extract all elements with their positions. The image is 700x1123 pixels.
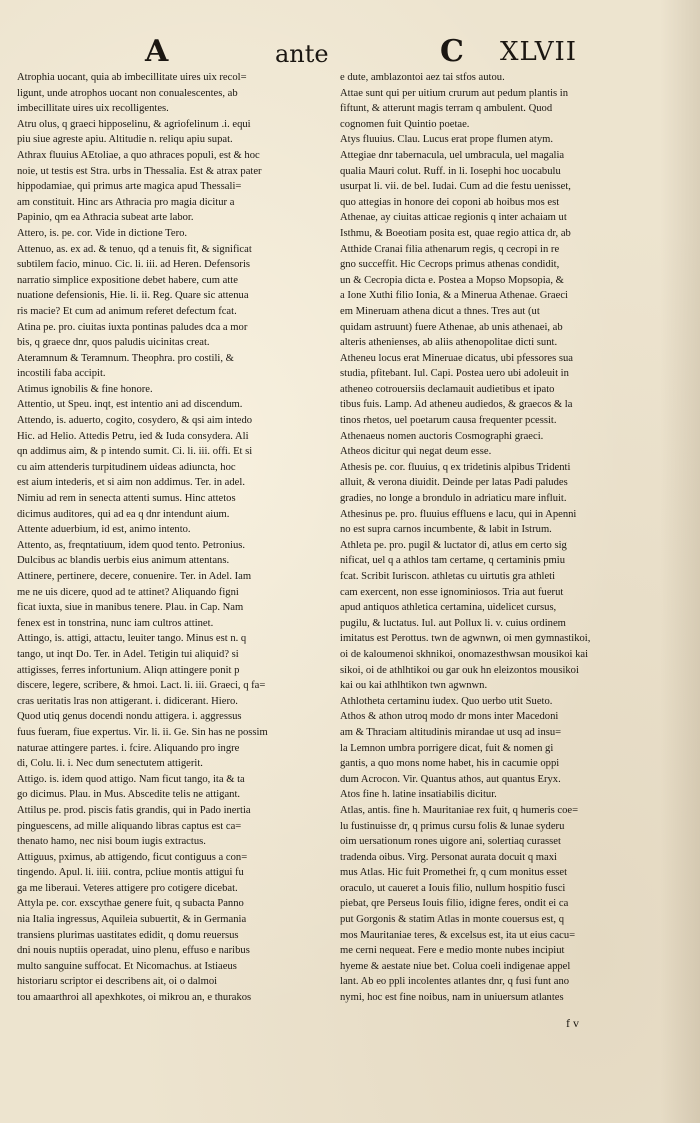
text-line: Attegiae dnr tabernacula, uel umbracula, uel magalia — [340, 149, 565, 161]
text-line: ga me liberaui. Veteres attigere pro cotigere dicebat. — [17, 882, 238, 894]
text-line: sikoi, oi de athlhtikoi ou gar ouk hn eleizontos mousikoi — [340, 664, 579, 676]
text-line: Atheneu locus erat Mineruae dicatus, ubi pfessores sua — [340, 352, 573, 364]
text-line: Isthmu, & Boeotiam posita est, quae regio attica dr, ab — [340, 227, 571, 239]
text-line: gno succeffit. Hic Cecrops primus athenas condidit, — [340, 259, 560, 271]
text-line: me cerni nequeat. Fere e medio monte nubes incipiut — [340, 945, 565, 957]
text-line: Attiguus, pximus, ab attigendo, ficut contiguus a con= — [17, 851, 248, 863]
text-line: tingendo. Apul. li. iiii. contra, pcliue montis attigui fu — [17, 867, 244, 879]
folio-number: XLVII — [500, 37, 578, 67]
text-line: tango, ut inqt Do. Ter. in Adel. Tetigin tui aliquid? si — [17, 648, 239, 660]
text-line: Nimiu ad rem in senecta attenti sumus. Hinc attetos — [17, 493, 236, 505]
text-line: la Lemnon umbra porrigere dicat, fuit & nomen gi — [340, 742, 554, 754]
text-line: qn addimus aim, & p intendo sumit. Ci. li. iii. offi. Et si — [17, 446, 253, 458]
text-line: pugilu, & luctatus. Iul. aut Pollux li. v. cuius ordinem — [340, 617, 566, 629]
text-line: qualia Mauri colut. Ruff. in li. Iosephi hoc uocabulu — [340, 165, 561, 177]
text-line: Athlotheta certaminu iudex. Quo uerbo utit Sueto. — [340, 695, 553, 707]
text-line: noie, ut testis est Stra. urbs in Thessalia. Est & atrax pater — [17, 165, 262, 177]
text-line: tibus fuis. Lamp. Ad atheneu audiedos, & graecos & la — [340, 399, 573, 411]
text-line: Attilus pe. prod. piscis fatis grandis, qui in Pado inertia — [17, 804, 251, 816]
text-line: nuatione defensionis, Hie. li. ii. Reg. Quare sic attenua — [17, 290, 249, 302]
text-line: nymi, hoc est fine noibus, nam in uniuersum atlantes — [340, 992, 564, 1004]
text-line: Attero, is. pe. cor. Vide in dictione Tero. — [17, 227, 188, 239]
text-line: Atos fine h. latine insatiabilis dicitur. — [340, 789, 497, 801]
text-line: me ne uis dicere, quod ad te attinet? Aliquando figni — [17, 586, 239, 598]
text-line: am constituit. Hinc ars Athracia pro magia dicitur a — [17, 196, 235, 208]
text-line: Attigo. is. idem quod attigo. Nam ficut tango, ita & ta — [17, 773, 245, 785]
text-line: quo attegias in honore dei coponi ab hoibus mos est — [340, 196, 560, 208]
running-head-word: ante — [275, 40, 329, 68]
text-line: ris macie? Et cum ad animum referet defectum fcat. — [17, 305, 237, 317]
text-line: Athenaeus nomen auctoris Cosmographi graeci. — [340, 430, 544, 442]
text-line: cam exercent, non esse ignominiosos. Tria aut fuerut — [340, 586, 564, 598]
text-line: Attenuo, as. ex ad. & tenuo, qd a tenuis fit, & significat — [17, 243, 252, 255]
text-line: alteris athenienses, ab aliis athenopolitae dicti sunt. — [340, 337, 558, 349]
text-line: tou amaarthroi all apexhkotes, oi mikrou an, e thurakos — [17, 992, 252, 1004]
text-line: Athesinus pe. pro. fluuius effluens e lacu, qui in Apenni — [340, 508, 577, 520]
text-line: a Ione Xuthi filio Ionia, & a Minerua Athenae. Graeci — [340, 290, 568, 302]
text-line: oim uersationum rones uigore ani, solertiaq curasset — [340, 836, 561, 848]
text-line: cognomen fuit Quintio poetae. — [340, 118, 470, 130]
text-line: lu fustinuisse dr, q primus cursu folis & lunae syderu — [340, 820, 565, 832]
text-line: kai ou kai athlhtikon twn agwnwn. — [340, 680, 488, 692]
text-line: am & Thraciam altitudinis mirandae ut usq ad insu= — [340, 726, 562, 738]
text-line: narratio simplice expositione debet habere, cum atte — [17, 274, 238, 286]
text-line: historiaru scriptor ei describens ait, oi o dalmoi — [17, 976, 218, 988]
text-line: fcat. Scribit Iuriscon. athletas cu uirtutis gra athleti — [340, 571, 556, 582]
text-line: tinos rhetos, uel poetarum causa frequenter pcessit. — [340, 415, 557, 427]
text-line: piebat, qre Perseus Iouis filio, idigne feres, ondit ei ca — [340, 898, 569, 910]
text-line: atheneo cotrouersiis declamauit audietibus et ipato — [340, 383, 555, 395]
text-line: Athos & athon utroq modo dr mons inter Macedoni — [340, 711, 559, 723]
text-line: Attente aduerbium, id est, animo intento. — [17, 524, 191, 536]
text-line: di, Colu. li. i. Nec dum senectutem attigerit. — [17, 758, 203, 770]
text-line: lant. Ab eo ppli incolentes atlantes dnr, q fusi funt ano — [340, 976, 570, 988]
text-line: cras ueritatis lras non attigerant. i. didicerant. Hiero. — [17, 695, 238, 707]
text-line: piu siue agreste apiu. Altitudie n. reliqu apiu supat. — [17, 134, 233, 146]
text-line: Atthide Cranai filia athenarum regis, q cecropi in re — [340, 243, 560, 255]
text-line: gradies, no longe a brondulo in adriaticu mare influit. — [340, 493, 567, 505]
header-initial-left: A — [145, 34, 169, 69]
text-line: Attingo, is. attigi, attactu, leuiter tango. Minus est n. q — [17, 633, 247, 645]
text-line: bis, q graece dnr, quos paludis uicinitas creat. — [17, 337, 210, 349]
text-line: Atlas, antis. fine h. Mauritaniae rex fuit, q humeris coe= — [340, 804, 579, 816]
text-line: thenato hamo, nec nisi boum iugis extractus. — [17, 836, 206, 848]
text-line: Atheos dicitur qui negat deum esse. — [340, 446, 492, 458]
text-line: tradenda oibus. Virg. Personat aurata docuit q maxi — [340, 851, 557, 863]
text-line: oraculo, ut caueret a Iouis filio, nullum hospitio fusci — [340, 882, 566, 894]
text-line: Hic. ad Helio. Attedis Petru, ied & Iuda consydera. Ali — [17, 430, 249, 442]
text-line: imbecillitate uires uix recolligentes. — [17, 103, 169, 115]
header-initial-right: C — [440, 34, 464, 69]
text-line: imitatus est Perottus. twn de agwnwn, oi men gymnastikoi, — [340, 633, 591, 645]
text-line: dni nouis nuptiis operadat, uino plenu, effuso e naribus — [17, 945, 250, 957]
text-line: quidam astruunt) fuere Athenae, ab unis athenaei, ab — [340, 321, 563, 333]
text-line: fenex est in tonstrina, nunc iam cultros attinet. — [17, 617, 214, 629]
right-column — [340, 70, 670, 1070]
text-line: hippodamiae, qui primus arte magica apud Thessali= — [17, 181, 242, 193]
text-line: Athrax fluuius AEtoliae, a quo athraces populi, est & hoc — [17, 149, 260, 161]
text-line: Athleta pe. pro. pugil & luctator di, atlus em certo sig — [340, 539, 567, 551]
text-line: Ateramnum & Teramnum. Theophra. pro costili, & — [17, 352, 234, 364]
text-line: ligunt, unde atrophos uocant non conualescentes, ab — [17, 87, 238, 99]
text-line: em Mineruam athena dicut a thnes. Tres aut (ut — [340, 305, 540, 317]
text-line: no est supra carnos incumbente, & labit in Istrum. — [340, 524, 552, 536]
text-line: attigisses, ferres infortunium. Aliqn attingere ponit p — [17, 664, 240, 676]
text-line: Attentio, ut Speu. inqt, est intentio ani ad discendum. — [17, 399, 243, 411]
text-line: dum Acrocon. Vir. Quantus athos, aut quantus Eryx. — [340, 773, 561, 785]
text-line: gantis, a quo mons nome habet, his in cacumie oppi — [340, 758, 560, 770]
text-line: Attinere, pertinere, decere, conuenire. Ter. in Adel. Iam — [17, 571, 252, 582]
text-line: Athesis pe. cor. fluuius, q ex tridetinis alpibus Tridenti — [340, 461, 571, 473]
text-line: Atys fluuius. Clau. Lucus erat prope flumen atym. — [340, 134, 554, 146]
text-line: Quod utiq genus docendi nondu attigera. i. aggressus — [17, 711, 242, 723]
text-line: usurpat li. vii. de bel. Iudai. Cum ad die festu uenisset, — [340, 181, 571, 193]
text-line: nia Italia ingressus, Aquileia subuertit, & in Germania — [17, 914, 247, 926]
text-line: Dulcibus ac blandis uerbis eius animum attentans. — [17, 555, 230, 567]
text-line: put Gorgonis & statim Atlas in monte couersus est, q — [340, 914, 565, 926]
text-line: subtilem facio, minuo. Cic. li. iii. ad Heren. Defensoris — [17, 259, 251, 271]
text-line: hyeme & aestate niue bet. Colua coeli indigenae appel — [340, 960, 571, 972]
signature-mark: f v — [566, 1016, 579, 1030]
text-line: dicimus auditores, qui ad ea q dnr intendunt aium. — [17, 508, 230, 520]
text-line: transiens plurimas uastitates edidit, q domu reuersus — [17, 929, 239, 941]
text-line: Attae sunt qui per uitium crurum aut pedum plantis in — [340, 87, 569, 99]
text-line: cu aim attenderis turpitudinem uideas adiuncta, hoc — [17, 461, 236, 473]
text-line: Papinio, qm ea Athracia subeat arte labor. — [17, 212, 194, 224]
text-line: Attendo, is. aduerto, cogito, cosydero, & qsi aim intedo — [17, 415, 253, 427]
text-line: incostili faba accipit. — [17, 368, 106, 380]
text-line: est aium intederis, et si aim non addimus. Ter. in adel. — [17, 477, 245, 489]
text-line: studia, pfitebant. Iul. Capi. Postea uero ubi adoleuit in — [340, 368, 569, 380]
text-line: fuus fueram, fiue expertus. Vir. li. ii. Ge. Sin has ne possim — [17, 726, 268, 738]
text-line: discere, legere, scribere, & hmoi. Lact. li. iii. Graeci, q fa= — [17, 680, 266, 692]
text-line: fiftunt, & atterunt magis terram q ambulent. Quod — [340, 103, 553, 115]
text-line: Atrophia uocant, quia ab imbecillitate uires uix recol= — [17, 72, 247, 83]
text-line: ficat iuxta, siue in manibus tenere. Plau. in Cap. Nam — [17, 602, 244, 614]
text-line: Atimus ignobilis & fine honore. — [17, 383, 153, 395]
text-line: Atru olus, q graeci hipposelinu, & agriofelinum .i. equi — [17, 118, 251, 130]
left-column — [17, 70, 317, 1070]
text-line: pinguescens, ad mille aliquando libras captus est ca= — [17, 820, 242, 832]
text-line: mos Mauritaniae teres, & excelsus est, ita ut eius cacu= — [340, 929, 576, 941]
text-line: apud antiquos athletica certamina, uidelicet cursus, — [340, 602, 557, 614]
text-line: alluit, & verona diuidit. Deinde per latas Padi paludes — [340, 477, 568, 489]
text-line: Athenae, ay ciuitas atticae regionis q inter achaiam ut — [340, 212, 567, 224]
text-line: go dicimus. Plau. in Mus. Abscedite telis ne attigant. — [17, 789, 241, 801]
text-line: mus Atlas. Hic fuit Promethei fr, q cum monitus esset — [340, 867, 568, 879]
text-line: Atina pe. pro. ciuitas iuxta pontinas paludes dca a mor — [17, 321, 248, 333]
text-line: oi de kaloumenoi skhnikoi, onomazesthwsan mousikoi kai — [340, 648, 589, 660]
text-line: Attento, as, freqntatiuum, idem quod tento. Petronius. — [17, 539, 246, 551]
text-line: naturae attingere partes. i. fcire. Aliquando pro ingre — [17, 742, 240, 754]
text-line: multo sanguine suffocat. Et Nicomachus. at Istiaeus — [17, 960, 237, 972]
text-line: e dute, amblazontoi aez tai stfos autou. — [340, 72, 505, 83]
text-line: un & Cecropia dicta e. Postea a Mopso Mopsopia, & — [340, 274, 564, 286]
text-line: nificat, uel q a athlos tam certame, q certaminis pmiu — [340, 555, 566, 567]
text-line: Attyla pe. cor. exscythae genere fuit, q subacta Panno — [17, 898, 244, 910]
